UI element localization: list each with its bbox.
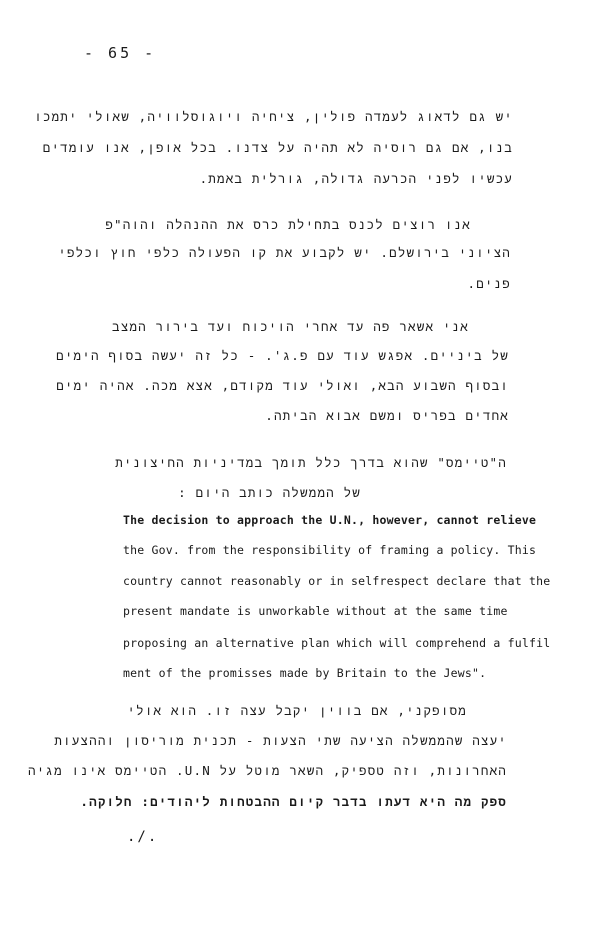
quote-line-6: ment of the promisses made by Britain to the Jews". xyxy=(123,666,487,680)
quote-line-5: proposing an alternative plan which will comprehend a fulfil xyxy=(123,636,551,650)
quote-line-2: the Gov. from the responsibility of framing a policy. This xyxy=(123,543,537,557)
quote-line-1: The decision to approach the U.N., however, cannot relieve xyxy=(123,513,537,527)
quote-line-3: country cannot reasonably or in selfrespect declare that the xyxy=(123,574,551,588)
quote-line-4: present mandate is unworkable without at the same time xyxy=(123,604,508,618)
paragraph-3-line-2: של ביניים. אפגש עוד עם פ.ג'. - כל זה יעשה בסוף הימים xyxy=(56,348,509,363)
paragraph-3-line-3: ובסוף השבוע הבא, ואולי עוד מקודם, אצא מכה. אהיה ימים xyxy=(56,378,509,393)
paragraph-5-line-4: ספק מה היא דעתו בדבר קיום ההבטחות ליהודים: חלוקה. xyxy=(80,794,507,809)
paragraph-2-line-2: הציוני בירושלם. יש לקבוע את קו הפעולה כלפי חוץ וכלפי xyxy=(58,245,511,260)
paragraph-3-line-4: אחדים בפריס ומשם אבוא הביתה. xyxy=(265,408,509,423)
page-number: - 65 - xyxy=(84,44,157,62)
paragraph-4-line-2: של הממשלה כותב היום : xyxy=(178,485,361,500)
paragraph-1-line-3: עכשיו לפני הכרעה גדולה, גורלית באמת. xyxy=(199,171,513,186)
paragraph-4-line-1: ה"טיימס" שהוא בדרך כלל תומך במדיניות החיצונית xyxy=(115,455,507,470)
closing-mark: ./. xyxy=(127,829,159,845)
paragraph-5-line-1: מסופקני, אם בווין יקבל עצה זו. הוא אולי xyxy=(127,703,467,718)
paragraph-2-line-1: אנו רוצים לכנס בתחילת כרס את ההנהלה והוה"פ xyxy=(105,217,471,232)
paragraph-1-line-2: בנו, אם גם רוסיה לא תהיה על צדנו. בכל אופן, אנו עומדים xyxy=(42,140,513,155)
paragraph-5-line-2: יעצה שהממשלה הציעה שתי הצעות - תכנית מוריסון וההצעות xyxy=(54,733,507,748)
paragraph-5-line-3: האחרונות, וזה טספיק, השאר מוטל על U.N. הטיימס אינו מגיה xyxy=(28,763,507,778)
paragraph-3-line-1: אני אשאר פה עד אחרי הויכוח ועד בירור המצב xyxy=(112,319,469,334)
paragraph-2-line-3: פנים. xyxy=(467,276,511,291)
paragraph-1-line-1: יש גם לדאוג לעמדה פולין, ציחיה ויוגוסלוויה, שאולי יתמכו xyxy=(34,109,513,124)
